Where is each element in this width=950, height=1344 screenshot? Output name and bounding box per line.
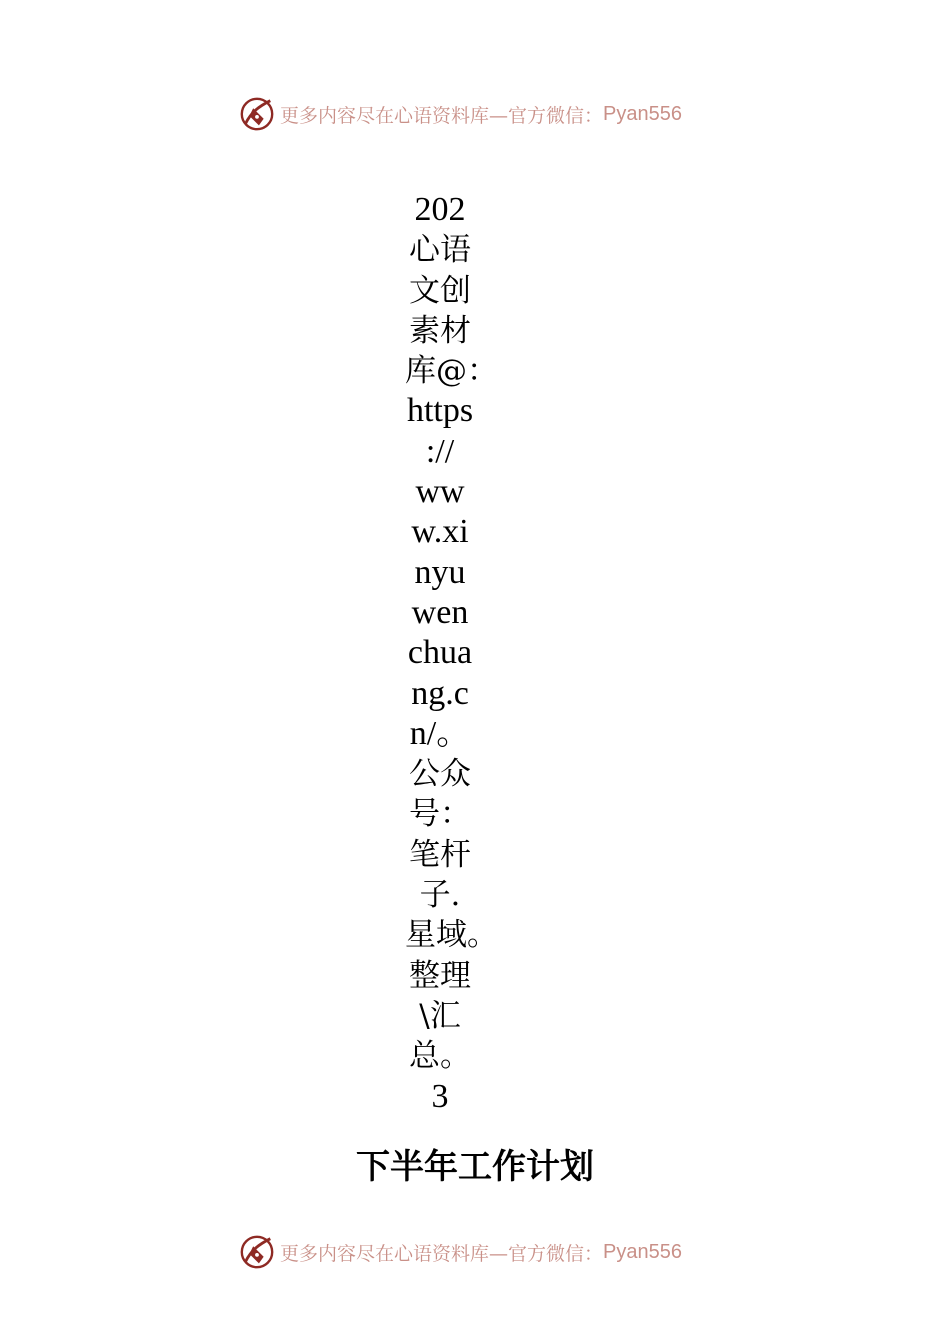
column-line: https xyxy=(406,392,474,430)
document-title: 下半年工作计划 xyxy=(356,1147,594,1187)
header-banner-text: 更多内容尽在心语资料库—官方微信： xyxy=(280,104,604,127)
column-line: chua xyxy=(407,634,473,672)
column-line: \汇 xyxy=(419,997,461,1034)
column-line: 3 xyxy=(431,1077,449,1115)
header-banner-handle: Pyan556 xyxy=(603,102,682,125)
column-line: 子. xyxy=(419,877,461,914)
vertical-text-column xyxy=(405,190,498,1117)
column-line: 整理 xyxy=(409,957,471,994)
footer-banner-handle: Pyan556 xyxy=(603,1240,682,1263)
column-line: 文创 xyxy=(409,272,471,309)
column-line: 库@： xyxy=(405,353,498,390)
column-line: 公众 xyxy=(409,756,471,793)
column-line: n/。 xyxy=(409,714,471,752)
column-line: 星域。 xyxy=(405,917,498,954)
column-line: 笔杆 xyxy=(409,836,471,873)
column-line: :// xyxy=(425,432,455,470)
column-line: nyu xyxy=(414,553,466,591)
column-line: 202 xyxy=(414,191,466,228)
header-banner xyxy=(238,94,682,134)
column-line: 总。 xyxy=(409,1038,471,1075)
footer-banner-text: 更多内容尽在心语资料库—官方微信： xyxy=(280,1242,604,1265)
column-line: 号： xyxy=(409,796,471,833)
column-line: 心语 xyxy=(409,232,471,269)
column-line: wen xyxy=(411,593,469,631)
column-line: w.xi xyxy=(411,513,469,551)
column-line: 素材 xyxy=(409,312,471,349)
column-line: ww xyxy=(415,473,465,511)
column-line: ng.c xyxy=(411,674,469,712)
pen-nib-logo-icon xyxy=(238,1233,276,1271)
footer-banner xyxy=(238,1232,682,1272)
pen-nib-logo-icon xyxy=(238,95,276,133)
